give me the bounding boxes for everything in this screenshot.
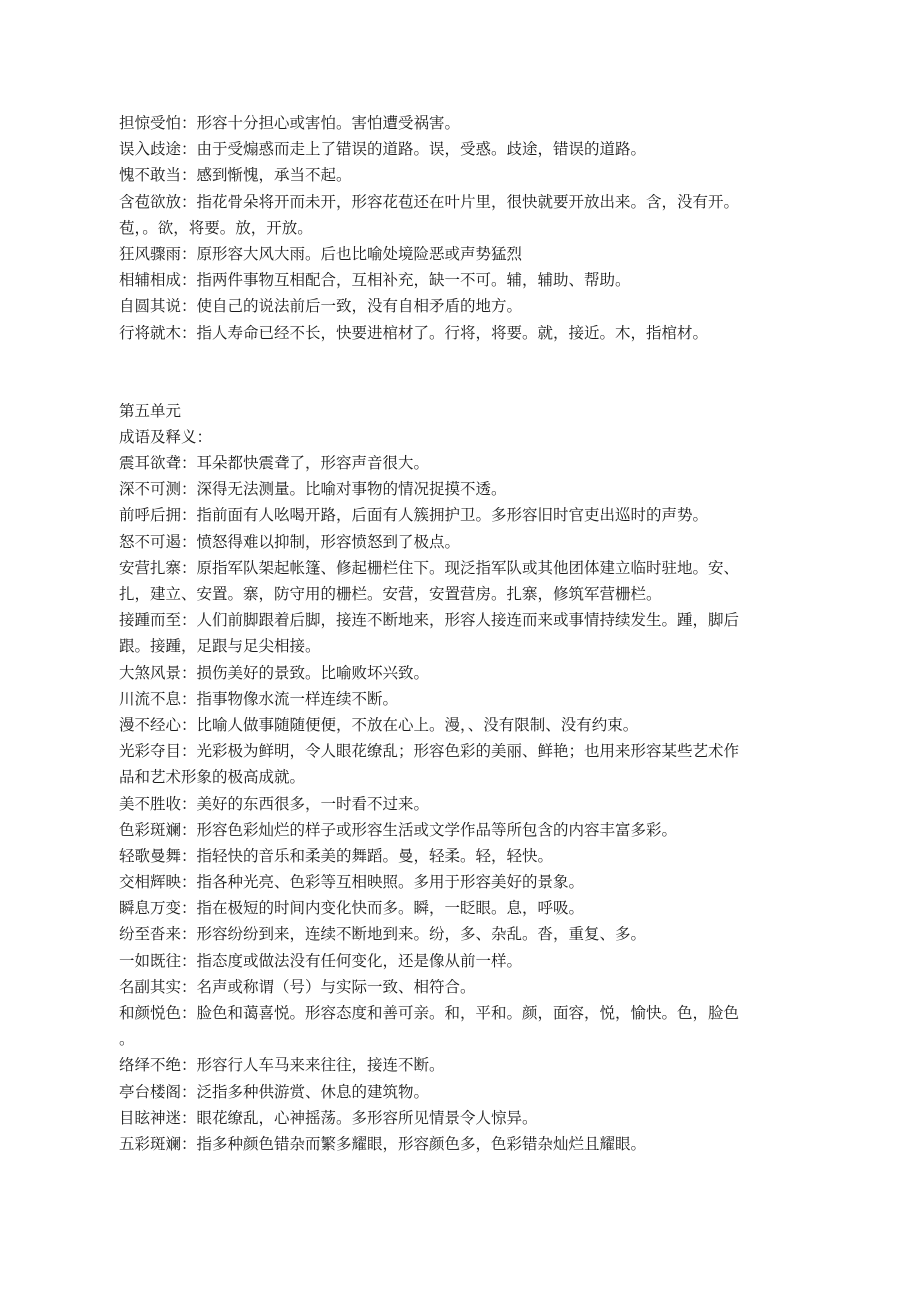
idiom-entry: 轻歌曼舞：指轻快的音乐和柔美的舞蹈。曼，轻柔。轻，轻快。 (119, 846, 554, 865)
idiom-entry: 安营扎寨：原指军队架起帐篷、修起栅栏住下。现泛指军队或其他团体建立临时驻地。安、 (119, 558, 740, 577)
idiom-entry-continuation: 品和艺术形象的极高成就。 (119, 768, 306, 787)
idiom-entry: 亭台楼阁：泛指多种供游赏、休息的建筑物。 (119, 1082, 430, 1101)
idiom-entry: 愧不敢当：感到惭愧，承当不起。 (119, 166, 352, 185)
idiom-entry: 漫不经心：比喻人做事随随便便，不放在心上。漫，、没有限制、没有约束。 (119, 715, 639, 734)
idiom-entry: 含苞欲放：指花骨朵将开而未开，形容花苞还在叶片里，很快就要开放出来。含，没有开。 (119, 192, 740, 211)
idiom-entry: 前呼后拥：指前面有人吆喝开路，后面有人簇拥护卫。多形容旧时官吏出巡时的声势。 (119, 506, 709, 525)
idiom-entry: 震耳欲聋：耳朵都快震聋了，形容声音很大。 (119, 454, 430, 473)
idiom-entry: 狂风骤雨：原形容大风大雨。后也比喻处境险恶或声势猛烈 (119, 244, 523, 263)
idiom-list-section-b (119, 398, 805, 1157)
idiom-entry: 一如既往：指态度或做法没有任何变化，还是像从前一样。 (119, 951, 523, 970)
idiom-entry-continuation: 扎，建立、安置。寨，防守用的栅栏。安营，安置营房。扎寨，修筑军营栅栏。 (119, 585, 662, 603)
idiom-entry: 纷至沓来：形容纷纷到来，连续不断地到来。纷，多、杂乱。沓，重复、多。 (119, 925, 647, 944)
section-gap (119, 346, 805, 398)
idiom-entry: 瞬息万变：指在极短的时间内变化快而多。瞬，一眨眼。息，呼吸。 (119, 899, 585, 918)
idiom-entry: 目眩神迷：眼花缭乱，心神摇荡。多形容所见情景令人惊异。 (119, 1108, 538, 1127)
idiom-entry: 自圆其说：使自己的说法前后一致，没有自相矛盾的地方。 (119, 297, 523, 316)
idiom-entry-continuation: 苞，。欲，将要。放，开放。 (119, 218, 313, 237)
idiom-list-section-a (119, 110, 805, 346)
idiom-entry: 担惊受怕：形容十分担心或害怕。害怕遭受祸害。 (119, 114, 461, 132)
idiom-entry: 光彩夺目：光彩极为鲜明，令人眼花缭乱；形容色彩的美丽、鲜艳；也用来形容某些艺术作 (119, 742, 740, 761)
idiom-entry: 接踵而至：人们前脚跟着后脚，接连不断地来，形容人接连而来或事情持续发生。踵，脚后 (119, 611, 740, 630)
idiom-entry: 川流不息：指事物像水流一样连续不断。 (119, 689, 399, 708)
idiom-entry: 行将就木：指人寿命已经不长，快要进棺材了。行将，将要。就，接近。木，指棺材。 (119, 323, 709, 342)
idiom-entry: 名副其实：名声或称谓（号）与实际一致、相符合。 (119, 977, 476, 996)
idiom-entry: 大煞风景：损伤美好的景致。比喻败坏兴致。 (119, 663, 430, 682)
idiom-entry: 深不可测：深得无法测量。比喻对事物的情况捉摸不透。 (119, 480, 507, 499)
idiom-entry-continuation: 跟。接踵，足跟与足尖相接。 (119, 637, 321, 656)
idiom-entry: 和颜悦色：脸色和蔼喜悦。形容态度和善可亲。和，平和。颜，面容，悦，愉快。色，脸色 (119, 1004, 740, 1022)
section-subtitle: 成语及释义： (119, 427, 213, 446)
unit-title: 第五单元 (119, 401, 182, 420)
idiom-entry: 误入歧途：由于受煽惑而走上了错误的道路。误，受惑。歧途，错误的道路。 (119, 140, 647, 159)
idiom-entry-continuation: 。 (119, 1030, 135, 1049)
idiom-entry: 色彩斑斓：形容色彩灿烂的样子或形容生活或文学作品等所包含的内容丰富多彩。 (119, 820, 678, 839)
document-page (119, 110, 805, 1157)
idiom-entry: 怒不可遏：愤怒得难以抑制，形容愤怒到了极点。 (119, 532, 461, 551)
idiom-entry: 五彩斑斓：指多种颜色错杂而繁多耀眼，形容颜色多，色彩错杂灿烂且耀眼。 (119, 1134, 647, 1153)
idiom-entry: 相辅相成：指两件事物互相配合，互相补充，缺一不可。辅，辅助、帮助。 (119, 271, 631, 290)
idiom-entry: 交相辉映：指各种光亮、色彩等互相映照。多用于形容美好的景象。 (119, 873, 585, 892)
idiom-entry: 络绎不绝：形容行人车马来来往往，接连不断。 (119, 1056, 445, 1075)
idiom-entry: 美不胜收：美好的东西很多，一时看不过来。 (119, 794, 430, 813)
